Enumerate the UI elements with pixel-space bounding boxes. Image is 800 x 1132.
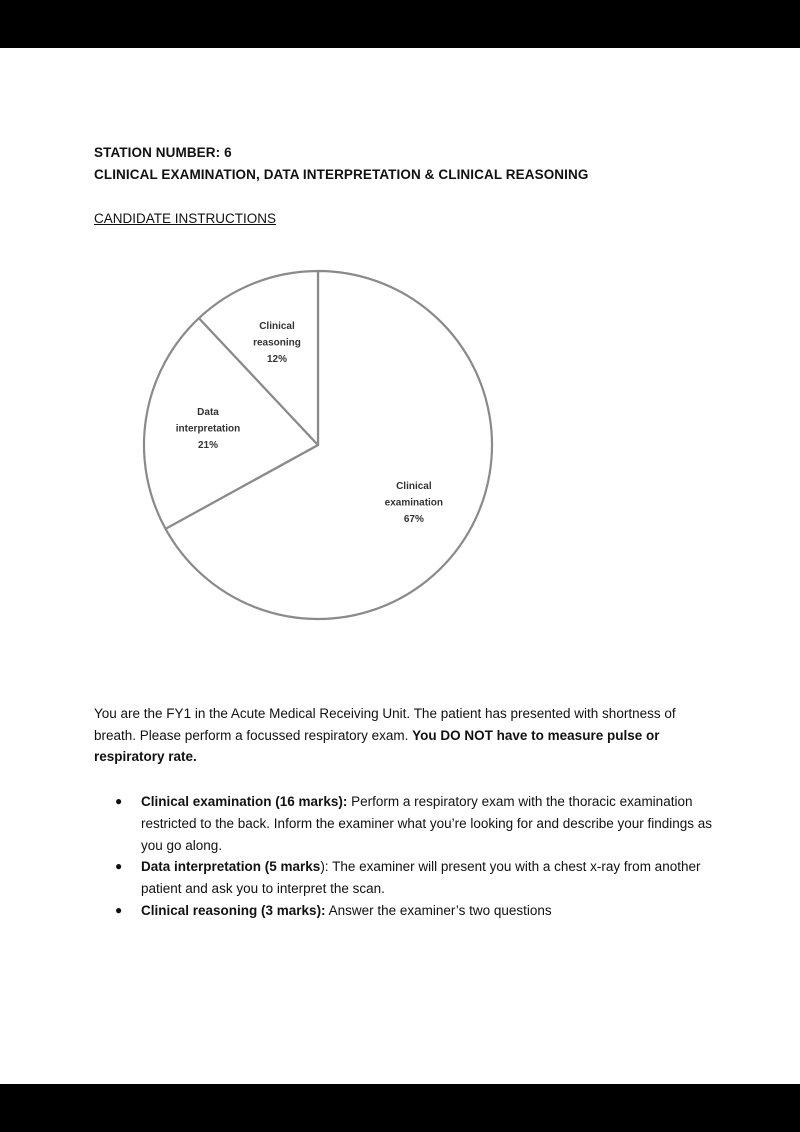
instructions-heading: CANDIDATE INSTRUCTIONS xyxy=(94,211,277,226)
scenario-bold-note: You DO NOT have to measure pulse or respiratory rate. xyxy=(94,727,660,764)
bullet-icon: ● xyxy=(115,794,123,808)
pie-label-data-interpretation: Data interpretation 21% xyxy=(175,407,241,452)
station-title: CLINICAL EXAMINATION, DATA INTERPRETATION & CLINICAL REASONING xyxy=(94,167,589,182)
task-title: Clinical reasoning (3 marks): xyxy=(141,902,326,918)
task-title: Clinical examination (16 marks): xyxy=(141,794,348,809)
bullet-icon: ● xyxy=(115,902,123,917)
task-item-data-interpretation xyxy=(115,856,715,900)
task-list xyxy=(115,791,715,922)
bullet-icon: ● xyxy=(115,859,123,874)
station-number: STATION NUMBER: 6 xyxy=(94,145,232,160)
task-title: Data interpretation (5 marks xyxy=(141,859,321,875)
task-text: The examiner will present you with a chest x-ray from another patient and ask you to interpret the scan. xyxy=(141,859,701,897)
scenario-text: You are the FY1 in the Acute Medical Receiving Unit. The patient has presented with shortness of breath. Please perform a focussed respiratory exam. xyxy=(94,706,676,743)
task-text: Perform a respiratory exam with the thoracic examination restricted to the back. Inform the examiner what you’re looking for and describe your findings as you go along. xyxy=(141,794,713,853)
pie-label-clinical-examination: Clinical examination 67% xyxy=(384,481,444,526)
task-text: Answer the examiner’s two questions xyxy=(325,902,552,918)
scenario-paragraph xyxy=(94,703,704,768)
task-item-clinical-examination xyxy=(115,791,715,856)
task-item-clinical-reasoning xyxy=(115,900,715,922)
bottom-black-bar xyxy=(0,1084,800,1132)
task-title-close: ): xyxy=(320,859,329,875)
pie-label-clinical-reasoning: Clinical reasoning 12% xyxy=(253,320,301,365)
